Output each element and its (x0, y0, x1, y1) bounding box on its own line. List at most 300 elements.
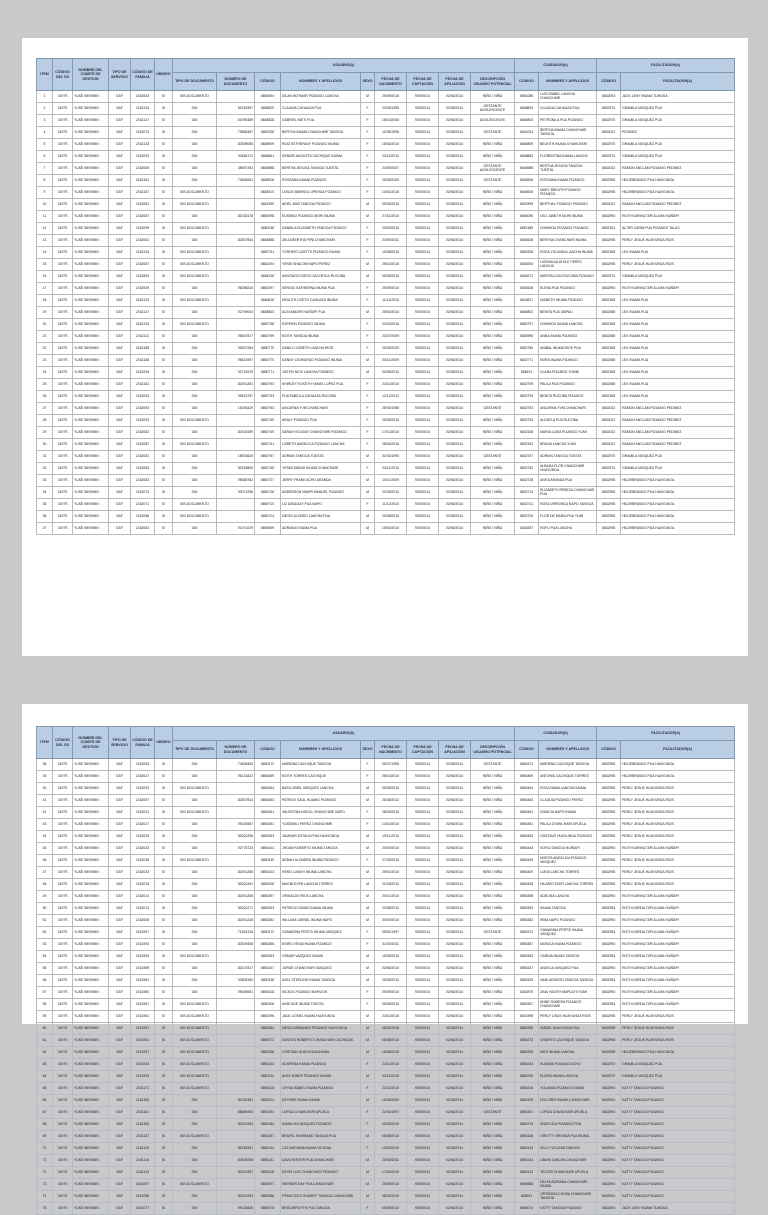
cell-item: 44 (37, 831, 53, 843)
cell-ss-code: 31979 (53, 1071, 73, 1083)
cell-family-code: 2162083 (131, 475, 155, 487)
cell-service-type: SAF (109, 343, 131, 355)
cell-facilitator-code: 6832998 (597, 235, 621, 247)
sheet-page-1 (22, 38, 748, 656)
cell-document-number: 18933626 (217, 451, 255, 463)
cell-sex: F (361, 403, 375, 415)
cell-document-number: 82169301 (217, 1143, 255, 1155)
cell-ubigeo: SI (155, 1095, 173, 1107)
cell-sex: M (361, 523, 375, 535)
cell-committee-name: YUSE WENWIN (73, 759, 109, 771)
cell-service-type: SAF (109, 939, 131, 951)
cell-committee-name: YUSE WENWIN (73, 103, 109, 115)
cell-affiliation-date: 02/06/2014 (439, 1059, 471, 1071)
cell-sex: M (361, 1023, 375, 1035)
cell-facilitator-code: 6832994 (597, 975, 621, 987)
cell-ss-code: 31979 (53, 247, 73, 259)
cell-family-code: 2161137 (131, 1131, 155, 1143)
cell-document-number (217, 319, 255, 331)
cell-user-code: 6850218 (255, 1083, 281, 1095)
cell-caregiver-name: INUMA TANGOA (539, 903, 597, 915)
cell-document-type: SIN DOCUMENTO (173, 1059, 217, 1071)
cell-affiliation-date: 02/06/2014 (439, 819, 471, 831)
cell-birth-date: 23/09/2011 (375, 235, 407, 247)
cell-description: NIÑO / NIÑA (471, 367, 515, 379)
cell-caregiver-code: 6832753 (515, 403, 539, 415)
cell-ubigeo: SI (155, 999, 173, 1011)
cell-facilitator-code: 6832358 (597, 391, 621, 403)
cell-description: GESTANTE (471, 927, 515, 939)
cell-birth-date: 24/12/2010 (375, 379, 407, 391)
cell-item: 64 (37, 1071, 53, 1083)
cell-committee-name: YUSE WENWIN (73, 187, 109, 199)
table-row (37, 1167, 735, 1179)
cell-description: NIÑO / NIÑA (471, 439, 515, 451)
cell-facilitator-code: 6832998 (597, 187, 621, 199)
cell-facilitator-name: HILDEBRANDO PUA HUAYUNGA (621, 187, 735, 199)
cell-birth-date: 09/09/2010 (375, 987, 407, 999)
cell-caregiver-code: 6850096 (515, 211, 539, 223)
cell-item: 28 (37, 415, 53, 427)
cell-user-name: NICKOL PIZANGO MAPUCHI (281, 987, 361, 999)
cell-caregiver-code: 6850158 (515, 1131, 539, 1143)
cell-sex: F (361, 927, 375, 939)
cell-facilitator-name: PERLY JESUS HUAYUNGA RIOS (621, 1035, 735, 1047)
cell-facilitator-code: 6832970 (597, 1059, 621, 1071)
cell-affiliation-date: 02/06/2014 (439, 355, 471, 367)
cell-description: GESTANTE (471, 175, 515, 187)
cell-birth-date: 20/08/2011 (375, 1155, 407, 1167)
cell-ss-code: 31979 (53, 891, 73, 903)
cell-committee-name: YUSE WENWIN (73, 771, 109, 783)
cell-sex: M (361, 1011, 375, 1023)
cell-description: NIÑO / NIÑA (471, 867, 515, 879)
cell-capture-date: 9/09/2014 (407, 199, 439, 211)
header-ss-code: CÓDIGO DEL SS (53, 59, 73, 91)
cell-document-number (217, 439, 255, 451)
cell-description: NIÑO / NIÑA (471, 391, 515, 403)
cell-service-type: SAF (109, 855, 131, 867)
cell-document-number: 82001294 (217, 1191, 255, 1203)
cell-birth-date: 15/03/2010 (375, 523, 407, 535)
cell-facilitator-code: 6832998 (597, 1035, 621, 1047)
cell-facilitator-code: 6832998 (597, 511, 621, 523)
cell-user-code: 6850232 (255, 1071, 281, 1083)
table-row (37, 951, 735, 963)
cell-caregiver-name: ALDAFLA PUA RUCOBA (539, 415, 597, 427)
cell-birth-date: 10/11/2009 (375, 475, 407, 487)
cell-description: NIÑO / NIÑA (471, 235, 515, 247)
cell-description: NIÑO / NIÑA (471, 463, 515, 475)
table-row (37, 771, 735, 783)
cell-facilitator-name: PERLY JESUS HUAYUNGA RIOS (621, 795, 735, 807)
cell-service-type: SAF (109, 783, 131, 795)
header-ss-code: CÓDIGO DEL SS (53, 727, 73, 759)
table-row (37, 1191, 735, 1203)
cell-user-code: 6850144 (255, 1143, 281, 1155)
cell-service-type: SAF (109, 439, 131, 451)
cell-affiliation-date: 02/06/2014 (439, 211, 471, 223)
cell-user-name: SANTIAGO DIEGO ZACHEGUI RUCOBA (281, 271, 361, 283)
cell-item: 66 (37, 1095, 53, 1107)
cell-item: 40 (37, 783, 53, 795)
table-row (37, 367, 735, 379)
cell-user-name: ADRIANO INUMA PUA (281, 523, 361, 535)
cell-committee-name: YUSE WENWIN (73, 1023, 109, 1035)
cell-ss-code: 31979 (53, 879, 73, 891)
cell-document-type: DNI (173, 1143, 217, 1155)
cell-sex: F (361, 247, 375, 259)
cell-service-type: SAF (109, 487, 131, 499)
cell-ss-code: 31979 (53, 355, 73, 367)
cell-document-number: 48597293 (217, 163, 255, 175)
cell-facilitator-code: 6832998 (597, 819, 621, 831)
cell-caregiver-name: GUSTAVO HUAYUNGA PIZANGO (539, 831, 597, 843)
cell-document-number (217, 271, 255, 283)
cell-family-code: 2162161 (131, 175, 155, 187)
cell-capture-date: 9/09/2014 (407, 987, 439, 999)
cell-document-type: DNI (173, 1155, 217, 1167)
table-row (37, 783, 735, 795)
cell-birth-date: 08/08/2015 (375, 1035, 407, 1047)
cell-ubigeo: SI (155, 319, 173, 331)
cell-ss-code: 31979 (53, 103, 73, 115)
cell-family-code: 2162133 (131, 319, 155, 331)
cell-user-name: HERO LUKIEH INUMA LANCHA (281, 867, 361, 879)
cell-caregiver-name: BENITA PUA UMPALI (539, 307, 597, 319)
cell-description: ADOLESCENTE (471, 115, 515, 127)
cell-ubigeo: SI (155, 415, 173, 427)
cell-user-name: DIANA VIA VASQUEZ PIZANGO (281, 1119, 361, 1131)
header-user-name: NOMBRES Y APELLIDOS (281, 73, 361, 91)
cell-facilitator-name: LEX INUMA PUA (621, 331, 735, 343)
cell-affiliation-date: 02/06/2014 (439, 427, 471, 439)
cell-description: NIÑO / NIÑA (471, 343, 515, 355)
cell-item: 36 (37, 511, 53, 523)
cell-document-type: DNI (173, 1191, 217, 1203)
cell-ss-code: 31979 (53, 283, 73, 295)
cell-caregiver-name: LIBANI LANCHA CHANCHARI (539, 1155, 597, 1167)
cell-birth-date: 30/09/2010 (375, 915, 407, 927)
cell-document-type: SIN DOCUMENTO (173, 91, 217, 103)
cell-facilitator-code: 6832998 (597, 783, 621, 795)
cell-family-code: 2161929 (131, 1071, 155, 1083)
cell-caregiver-code: 6850463 (515, 795, 539, 807)
cell-description: NIÑO / NIÑA (471, 807, 515, 819)
cell-birth-date: 29/09/2010 (375, 283, 407, 295)
cell-birth-date: 03/12/2015 (375, 1071, 407, 1083)
cell-document-number: 95658782 (217, 475, 255, 487)
header-item: ITEM (37, 59, 53, 91)
cell-ss-code: 31979 (53, 331, 73, 343)
cell-birth-date: 25/04/1985 (375, 403, 407, 415)
cell-item: 51 (37, 915, 53, 927)
cell-caregiver-name: ROSA NIMIA LANCHA INUMA (539, 783, 597, 795)
cell-user-name: PUA FABIOLA CAHUAZA RUCOBA (281, 391, 361, 403)
cell-birth-date: 11/11/2015 (375, 499, 407, 511)
cell-caregiver-code: 6850347 (515, 963, 539, 975)
cell-sex: F (361, 115, 375, 127)
cell-user-code: 6850075 (255, 1203, 281, 1215)
cell-affiliation-date: 02/06/2014 (439, 523, 471, 535)
table-row (37, 415, 735, 427)
cell-document-type: DNI (173, 115, 217, 127)
cell-facilitator-name: KATTY TANGOA PIZANGO (621, 1119, 735, 1131)
cell-family-code: 2162188 (131, 343, 155, 355)
cell-document-type: SIN DOCUMENTO (173, 855, 217, 867)
cell-birth-date: 17/04/2010 (375, 1167, 407, 1179)
cell-birth-date: 14/01/2015 (375, 187, 407, 199)
cell-birth-date: 24/11/2010 (375, 463, 407, 475)
cell-facilitator-name: RUTH KARINA TAPULLIMA HUIÑAPI (621, 843, 735, 855)
cell-facilitator-code: 6832998 (597, 487, 621, 499)
cell-user-name: DEYMER INUMA INUMA (281, 1095, 361, 1107)
table-row (37, 91, 735, 103)
cell-committee-name: YUSE WENWIN (73, 427, 109, 439)
cell-caregiver-name: MARY BRIGITH PIZANGO PIZANGO (539, 187, 597, 199)
cell-ss-code: 31979 (53, 211, 73, 223)
cell-facilitator-code: 6832022 (597, 439, 621, 451)
cell-capture-date: 9/09/2014 (407, 259, 439, 271)
cell-family-code: 2162031 (131, 807, 155, 819)
cell-item: 59 (37, 1011, 53, 1023)
cell-committee-name: YUSE WENWIN (73, 975, 109, 987)
cell-family-code: 2162082 (131, 427, 155, 439)
cell-affiliation-date: 02/06/2014 (439, 939, 471, 951)
cell-ubigeo: SI (155, 915, 173, 927)
cell-item: 39 (37, 771, 53, 783)
cell-committee-name: YUSE WENWIN (73, 127, 109, 139)
cell-ubigeo: SI (155, 831, 173, 843)
cell-ss-code: 31979 (53, 163, 73, 175)
cell-service-type: SAF (109, 463, 131, 475)
table-row (37, 1203, 735, 1215)
header-row-groups (37, 59, 735, 73)
cell-description: NIÑO / NIÑA (471, 295, 515, 307)
cell-facilitator-name: KATTY TANGOA PIZANGO (621, 1167, 735, 1179)
cell-sex: F (361, 1059, 375, 1071)
cell-committee-name: YUSE WENWIN (73, 795, 109, 807)
cell-family-code: 2161171 (131, 1083, 155, 1095)
cell-committee-name: YUSE WENWIN (73, 1179, 109, 1191)
table-row (37, 759, 735, 771)
cell-facilitator-name: JACK LENY INUMA TUMOSA (621, 91, 735, 103)
cell-facilitator-code: 6832994 (597, 843, 621, 855)
cell-caregiver-name: DOLORES INUMA CHANCHARI (539, 1095, 597, 1107)
cell-ubigeo: SI (155, 367, 173, 379)
cell-ss-code: 31979 (53, 187, 73, 199)
cell-description: NIÑO / NIÑA (471, 1131, 515, 1143)
cell-ss-code: 31979 (53, 223, 73, 235)
cell-sex: F (361, 139, 375, 151)
cell-caregiver-code: 6835108 (515, 283, 539, 295)
header-group-usuario: USUARIO(A) (173, 59, 515, 73)
cell-capture-date: 9/09/2014 (407, 927, 439, 939)
cell-facilitator-code: 6832994 (597, 951, 621, 963)
cell-sex: M (361, 1071, 375, 1083)
cell-service-type: SAF (109, 831, 131, 843)
cell-capture-date: 9/09/2014 (407, 511, 439, 523)
cell-capture-date: 9/09/2014 (407, 795, 439, 807)
cell-affiliation-date: 02/06/2014 (439, 1119, 471, 1131)
cell-birth-date: 27/11/2010 (375, 211, 407, 223)
cell-description: NIÑO / NIÑA (471, 427, 515, 439)
cell-affiliation-date: 02/06/2014 (439, 1011, 471, 1023)
cell-user-code: 6846816 (255, 295, 281, 307)
cell-capture-date: 9/09/2014 (407, 855, 439, 867)
cell-user-name: PATRICK SAUL HUANIO PIZANGO (281, 795, 361, 807)
cell-family-code: 2162115 (131, 247, 155, 259)
table-body-page-2 (37, 759, 735, 1215)
cell-facilitator-name: RAMON ANCLAM PIZANGO PEDINEZ (621, 415, 735, 427)
header-group-cuidador: CUIDADOR(A) (515, 727, 597, 741)
cell-user-code: 6846294 (255, 259, 281, 271)
cell-facilitator-code: 6832998 (597, 855, 621, 867)
cell-family-code: 2161961 (131, 1011, 155, 1023)
cell-document-type: SIN DOCUMENTO (173, 1083, 217, 1095)
cell-ss-code: 31979 (53, 783, 73, 795)
cell-committee-name: YUSE WENWIN (73, 999, 109, 1011)
cell-service-type: SAF (109, 975, 131, 987)
cell-committee-name: YUSE WENWIN (73, 855, 109, 867)
cell-committee-name: YUSE WENWIN (73, 235, 109, 247)
cell-ss-code: 31979 (53, 1047, 73, 1059)
table-row (37, 439, 735, 451)
cell-document-number: 99126826 (217, 1203, 255, 1215)
cell-birth-date: 20/08/2015 (375, 511, 407, 523)
cell-facilitator-code: 6832022 (597, 403, 621, 415)
table-row (37, 819, 735, 831)
cell-document-number (217, 1047, 255, 1059)
cell-family-code: 2162097 (131, 795, 155, 807)
cell-document-type: SIN DOCUMENTO (173, 319, 217, 331)
cell-family-code: 2162061 (131, 235, 155, 247)
cell-item: 46 (37, 855, 53, 867)
cell-facilitator-name: GRAMILA VASQUEZ PUA (621, 139, 735, 151)
header-service-type: TIPO DE SERVICIO (109, 727, 131, 759)
cell-caregiver-code: 6843817 (515, 295, 539, 307)
cell-item: 75 (37, 1203, 53, 1215)
cell-caregiver-name: MARIA LUISA PIZANGO YUMI (539, 427, 597, 439)
table-row (37, 511, 735, 523)
cell-capture-date: 9/09/2014 (407, 1107, 439, 1119)
cell-facilitator-name: PERLY JESUS HUAYUNGA RIOS (621, 807, 735, 819)
cell-caregiver-code: 6850199 (515, 1095, 539, 1107)
cell-affiliation-date: 02/06/2014 (439, 199, 471, 211)
cell-service-type: SAF (109, 1035, 131, 1047)
header-family-code: CÓDIGO DE FAMILIA (131, 727, 155, 759)
cell-family-code: 2161097 (131, 1179, 155, 1191)
cell-document-type: DNI (173, 523, 217, 535)
cell-item: 23 (37, 355, 53, 367)
cell-family-code: 2162068 (131, 511, 155, 523)
cell-affiliation-date: 02/06/2014 (439, 1107, 471, 1119)
cell-service-type: SAF (109, 891, 131, 903)
cell-service-type: SAF (109, 1155, 131, 1167)
cell-capture-date: 9/09/2014 (407, 187, 439, 199)
cell-ss-code: 31979 (53, 987, 73, 999)
cell-document-type: DNI (173, 1095, 217, 1107)
cell-document-number: 82507814 (217, 795, 255, 807)
header-caregiver-name: NOMBRES Y APELLIDOS (539, 73, 597, 91)
cell-user-name: LIZBETH ANGELICA PIZANGO LANCHA (281, 439, 361, 451)
cell-document-number: 96058216 (217, 283, 255, 295)
cell-description: NIÑO / NIÑA (471, 1095, 515, 1107)
cell-caregiver-code: 6850461 (515, 807, 539, 819)
cell-caregiver-code: 6852780 (515, 343, 539, 355)
cell-sex: F (361, 331, 375, 343)
cell-facilitator-code: 6832998 (597, 831, 621, 843)
cell-sex: M (361, 951, 375, 963)
cell-committee-name: YUSE WENWIN (73, 223, 109, 235)
cell-facilitator-name: RUTH KARINA TAPULLIMA HUIÑAPI (621, 999, 735, 1011)
cell-birth-date: 29/09/2010 (375, 975, 407, 987)
cell-sex: M (361, 259, 375, 271)
cell-family-code: 2161981 (131, 975, 155, 987)
cell-user-code: 6850793 (255, 391, 281, 403)
cell-capture-date: 9/09/2014 (407, 867, 439, 879)
cell-birth-date: 05/08/2015 (375, 999, 407, 1011)
cell-committee-name: YUSE WENWIN (73, 295, 109, 307)
cell-facilitator-name: KATTY TANGOA PIZANGO (621, 1107, 735, 1119)
cell-ubigeo: SI (155, 403, 173, 415)
cell-facilitator-code: 6832970 (597, 1071, 621, 1083)
cell-caregiver-code: 6850469 (515, 771, 539, 783)
cell-sex: M (361, 975, 375, 987)
cell-ss-code: 31979 (53, 1143, 73, 1155)
cell-ubigeo: SI (155, 1167, 173, 1179)
cell-capture-date: 9/09/2014 (407, 463, 439, 475)
cell-user-name: OSMAR VASQUEZ INUMA (281, 951, 361, 963)
cell-committee-name: YUSE WENWIN (73, 403, 109, 415)
cell-affiliation-date: 02/06/2014 (439, 855, 471, 867)
table-row (37, 487, 735, 499)
cell-committee-name: YUSE WENWIN (73, 283, 109, 295)
cell-affiliation-date: 02/06/2014 (439, 127, 471, 139)
cell-caregiver-code: 6845294 (515, 259, 539, 271)
header-capture-date: FECHA DE CAPTACIÓN (407, 741, 439, 759)
cell-caregiver-name: HILARIO EVER LANCHA TORRES (539, 879, 597, 891)
cell-birth-date: 12/12/2012 (375, 391, 407, 403)
cell-item: 6 (37, 151, 53, 163)
cell-capture-date: 9/09/2014 (407, 1119, 439, 1131)
cell-facilitator-code: 6832994 (597, 963, 621, 975)
cell-birth-date: 23/07/2009 (375, 331, 407, 343)
cell-ss-code: 31979 (53, 391, 73, 403)
cell-facilitator-name: JACK LENY INUMA TUMOSA (621, 1203, 735, 1215)
cell-birth-date: 22/10/2015 (375, 1059, 407, 1071)
cell-document-type: SIN DOCUMENTO (173, 1035, 217, 1047)
cell-description: NIÑO / NIÑA (471, 1035, 515, 1047)
cell-document-number: 96131822 (217, 771, 255, 783)
cell-birth-date: 10/08/2015 (375, 247, 407, 259)
cell-capture-date: 9/09/2014 (407, 891, 439, 903)
cell-caregiver-name: PAULA PUA PIZANGO (539, 379, 597, 391)
cell-document-number: 99515757 (217, 391, 255, 403)
cell-document-type: DNI (173, 819, 217, 831)
cell-caregiver-code: 6850451 (515, 819, 539, 831)
cell-item: 47 (37, 867, 53, 879)
cell-committee-name: YUSE WENWIN (73, 391, 109, 403)
cell-ubigeo: SI (155, 927, 173, 939)
cell-committee-name: YUSE WENWIN (73, 987, 109, 999)
table-row (37, 1047, 735, 1059)
cell-family-code: 2162017 (131, 819, 155, 831)
cell-service-type: SAF (109, 1047, 131, 1059)
table-row (37, 259, 735, 271)
table-row (37, 1035, 735, 1047)
cell-family-code: 2162093 (131, 403, 155, 415)
